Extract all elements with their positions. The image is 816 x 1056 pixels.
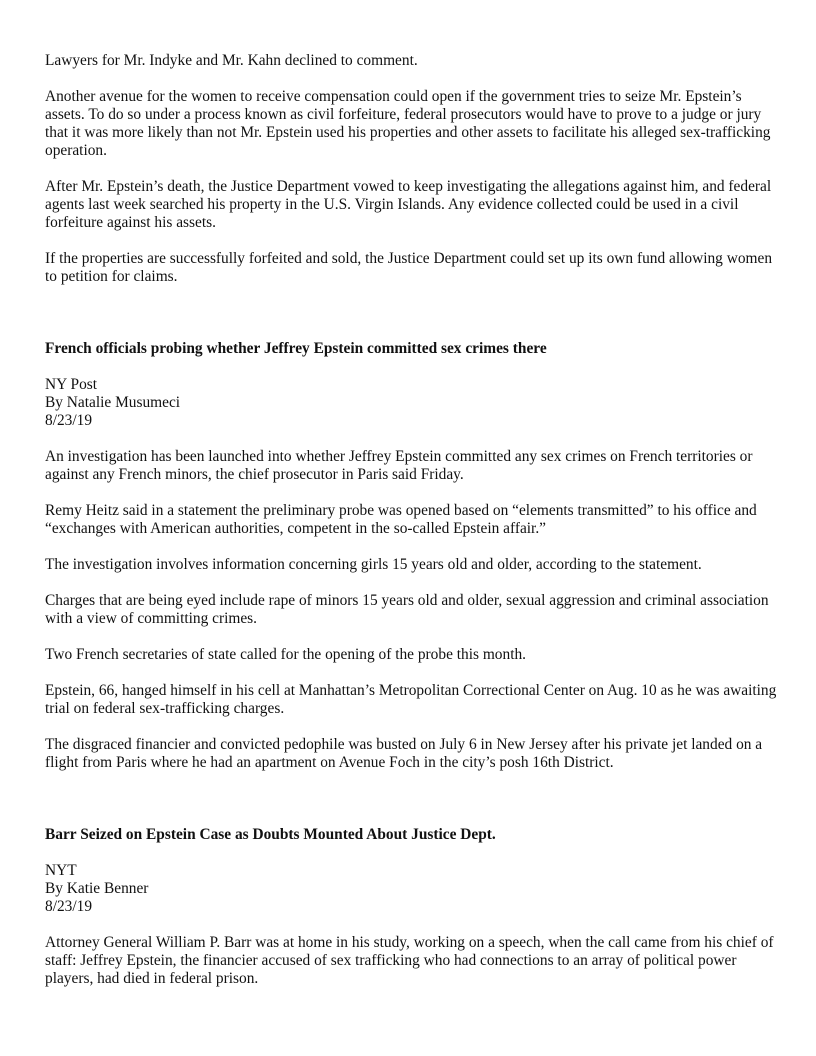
article-date: 8/23/19 <box>45 898 93 915</box>
paragraph: The investigation involves information concerning girls 15 years old and older, according to the statement. <box>45 556 702 573</box>
article-byline: By Katie Benner <box>45 880 149 897</box>
article-headline: Barr Seized on Epstein Case as Doubts Mounted About Justice Dept. <box>45 826 496 843</box>
paragraph: The disgraced financier and convicted pedophile was busted on July 6 in New Jersey after his private jet landed on a flight from Paris where he had an apartment on Avenue Foch in the city’s posh 16th District. <box>45 736 763 771</box>
paragraph: Charges that are being eyed include rape of minors 15 years old and older, sexual aggression and criminal association with a view of committing crimes. <box>45 592 769 627</box>
article-french-probe <box>45 340 785 772</box>
paragraph: Remy Heitz said in a statement the preliminary probe was opened based on “elements transmitted” to his office and “exchanges with American authorities, competent in the so-called Epstein affair.” <box>45 502 757 537</box>
paragraph: Attorney General William P. Barr was at home in his study, working on a speech, when the call came from his chief of staff: Jeffrey Epstein, the financier accused of sex trafficking who had connections to an array of political power players, had died in federal prison. <box>45 934 774 987</box>
paragraph: Epstein, 66, hanged himself in his cell at Manhattan’s Metropolitan Correctional Center on Aug. 10 as he was awaiting trial on federal sex-trafficking charges. <box>45 682 777 717</box>
paragraph: An investigation has been launched into whether Jeffrey Epstein committed any sex crimes on French territories or against any French minors, the chief prosecutor in Paris said Friday. <box>45 448 753 483</box>
paragraph: If the properties are successfully forfeited and sold, the Justice Department could set up its own fund allowing women to petition for claims. <box>45 250 773 285</box>
article-date: 8/23/19 <box>45 412 93 429</box>
section-spacer <box>45 790 785 826</box>
paragraph: Lawyers for Mr. Indyke and Mr. Kahn declined to comment. <box>45 52 418 69</box>
article-byline: By Natalie Musumeci <box>45 394 181 411</box>
paragraph: Another avenue for the women to receive compensation could open if the government tries to seize Mr. Epstein’s assets. To do so under a process known as civil forfeiture, federal prosecutors would have to prove to a judge or jury that it was more likely than not Mr. Epstein used his properties and other assets to facilitate his alleged sex-trafficking operation. <box>45 88 771 159</box>
document-page <box>45 52 785 1006</box>
article-meta <box>45 376 785 430</box>
article-source: NYT <box>45 862 77 879</box>
section-spacer <box>45 304 785 340</box>
paragraph: After Mr. Epstein’s death, the Justice Department vowed to keep investigating the allegations against him, and federal agents last week searched his property in the U.S. Virgin Islands. Any evidence collected could be used in a civil forfeiture against his assets. <box>45 178 772 231</box>
article-meta <box>45 862 785 916</box>
article-continuation <box>45 52 785 286</box>
article-source: NY Post <box>45 376 98 393</box>
article-headline: French officials probing whether Jeffrey Epstein committed sex crimes there <box>45 340 547 357</box>
paragraph: Two French secretaries of state called for the opening of the probe this month. <box>45 646 527 663</box>
article-barr <box>45 826 785 988</box>
